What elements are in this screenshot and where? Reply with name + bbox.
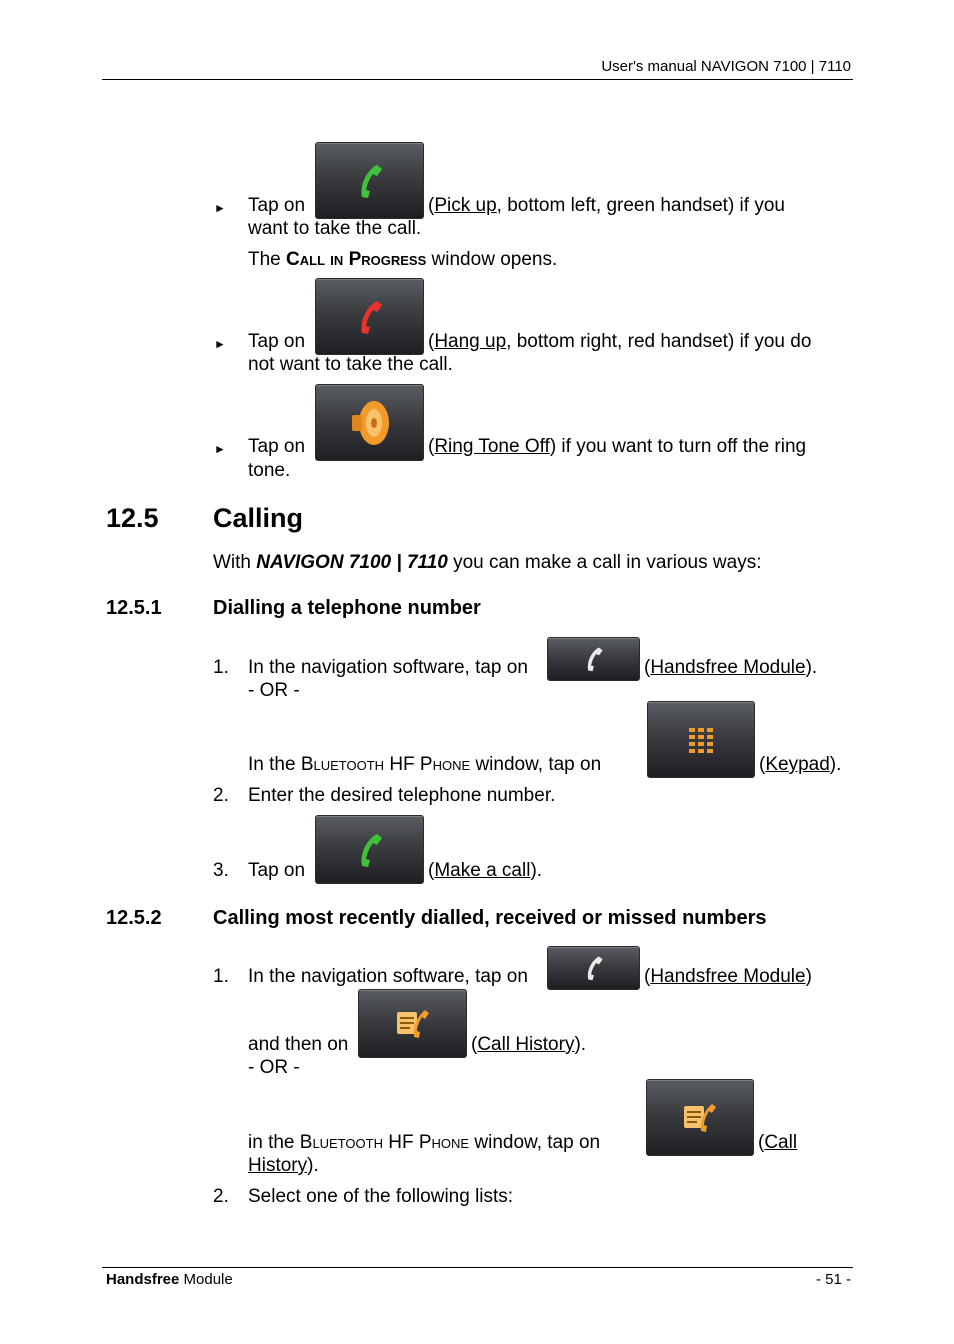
step1-desc: (Handsfree Module): [644, 966, 812, 987]
keypad-desc: (Keypad).: [759, 754, 842, 775]
footer-rule: [102, 1267, 853, 1268]
step-number: 2.: [213, 785, 229, 806]
window-name: Bluetooth HF Phone: [299, 1132, 470, 1153]
alt-text: In the Bluetooth HF Phone window, tap on: [248, 754, 602, 775]
subsection-title: Calling most recently dialled, received or missed numbers: [213, 907, 767, 929]
pick-up-button[interactable]: [315, 142, 424, 219]
step1-desc: (Handsfree Module).: [644, 657, 818, 678]
handsfree-module-button[interactable]: [547, 637, 640, 681]
step2-text: Enter the desired telephone number.: [248, 785, 556, 806]
call-history-button[interactable]: [646, 1079, 754, 1156]
pickup-pre: Tap on: [248, 195, 306, 216]
alt-text: in the Bluetooth HF Phone window, tap on: [248, 1132, 601, 1153]
white-handset-icon: [583, 646, 605, 672]
section-intro: With NAVIGON 7100 | 7110 you can make a call in various ways:: [213, 552, 762, 573]
bullet-arrow-icon: ►: [214, 442, 226, 456]
hangup-desc: (Hang up, bottom right, red handset) if you do: [428, 331, 812, 352]
call-history-desc: (Call History).: [471, 1034, 587, 1055]
footer-chapter: Handsfree Module: [106, 1271, 233, 1288]
bullet-arrow-icon: ►: [214, 337, 226, 351]
speaker-icon: [348, 398, 392, 448]
ring-tone-off-button[interactable]: [315, 384, 424, 461]
call-history-icon: [682, 1102, 718, 1134]
pickup-link: Pick up: [434, 195, 497, 216]
bullet-arrow-icon: ►: [214, 201, 226, 215]
step-number: 1.: [213, 966, 229, 987]
keypad-button[interactable]: [647, 701, 755, 778]
section-number: 12.5: [106, 503, 159, 533]
keypad-link: Keypad: [765, 754, 830, 775]
call-history-desc-line2: History).: [248, 1155, 319, 1176]
hangup-link: Hang up: [434, 331, 507, 352]
white-handset-icon: [583, 955, 605, 981]
handsfree-module-button[interactable]: [547, 946, 640, 990]
subsection-title: Dialling a telephone number: [213, 597, 481, 619]
ringtone-desc: (Ring Tone Off) if you want to turn off the ring: [428, 436, 807, 457]
subsection-number: 12.5.2: [106, 907, 162, 929]
then-text: and then on: [248, 1034, 349, 1055]
make-a-call-link: Make a call: [434, 860, 531, 881]
call-history-link: History: [248, 1155, 308, 1176]
hangup-line2: not want to take the call.: [248, 354, 453, 375]
hangup-pre: Tap on: [248, 331, 306, 352]
call-history-icon: [395, 1008, 431, 1040]
step3-text: Tap on: [248, 860, 306, 881]
step1-text: In the navigation software, tap on: [248, 966, 528, 987]
header-rule: [102, 79, 853, 80]
make-a-call-button[interactable]: [315, 815, 424, 884]
page-number: - 51 -: [815, 1271, 851, 1288]
or-separator: - OR -: [248, 680, 300, 701]
step1-text: In the navigation software, tap on: [248, 657, 528, 678]
red-handset-icon: [355, 299, 385, 335]
keypad-icon: [688, 727, 714, 753]
running-header: User's manual NAVIGON 7100 | 7110: [601, 58, 851, 75]
call-history-button[interactable]: [358, 989, 467, 1058]
or-separator: - OR -: [248, 1057, 300, 1078]
ringtone-line2: tone.: [248, 460, 291, 481]
green-handset-icon: [355, 832, 385, 868]
handsfree-module-link: Handsfree Module: [650, 657, 806, 678]
step2-text: Select one of the following lists:: [248, 1186, 514, 1207]
pickup-desc: (Pick up, bottom left, green handset) if you: [428, 195, 785, 216]
window-name: Bluetooth HF Phone: [300, 754, 471, 775]
step-number: 3.: [213, 860, 229, 881]
pickup-line2: want to take the call.: [248, 218, 422, 239]
product-name: NAVIGON 7100 | 7110: [256, 552, 448, 573]
step-number: 2.: [213, 1186, 229, 1207]
step-number: 1.: [213, 657, 229, 678]
ringtone-pre: Tap on: [248, 436, 306, 457]
section-title: Calling: [213, 503, 304, 533]
call-progress-text: The Call in Progress window opens.: [248, 249, 558, 270]
call-history-link: Call: [764, 1132, 798, 1153]
ringtone-link: Ring Tone Off: [434, 436, 550, 457]
subsection-number: 12.5.1: [106, 597, 162, 619]
green-handset-icon: [355, 163, 385, 199]
make-call-desc: (Make a call).: [428, 860, 543, 881]
call-progress-window-name: Call in Progress: [286, 249, 427, 270]
handsfree-module-link: Handsfree Module: [650, 966, 806, 987]
hang-up-button[interactable]: [315, 278, 424, 355]
pickup-text: [248, 194, 305, 217]
call-history-link: Call History: [477, 1034, 575, 1055]
call-history-desc: (Call: [758, 1132, 798, 1153]
